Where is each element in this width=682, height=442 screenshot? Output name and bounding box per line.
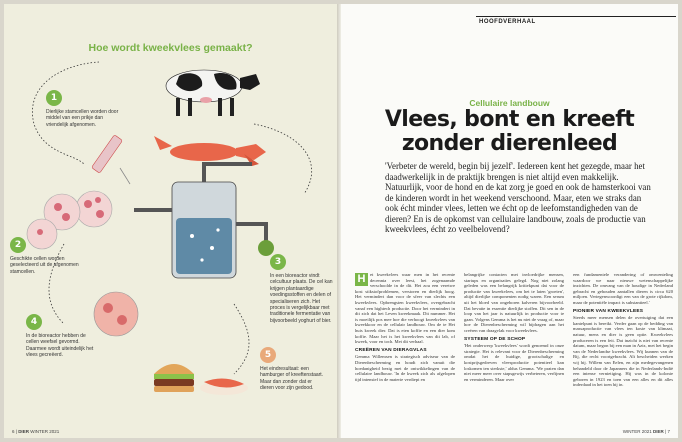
folio-right: WINTER 2021 DIER | 7 <box>622 429 670 434</box>
step-4 <box>26 314 98 359</box>
body-column-2 <box>464 272 564 432</box>
magazine-brand: DIER <box>653 429 664 434</box>
syringe-illustration <box>91 135 130 184</box>
step-number-badge: 5 <box>260 347 276 363</box>
right-page <box>341 4 678 438</box>
flow-path-2 <box>254 124 312 194</box>
step-number-badge: 1 <box>46 90 62 106</box>
step-5 <box>260 347 326 392</box>
flow-path-4 <box>234 304 249 374</box>
lobster-illustration <box>154 136 266 166</box>
article-intro: 'Verbeter de wereld, begin bij jezelf'. Iedereen kent het gezegde, maar het daadwerkelijk in de praktijk brengen is niet altijd even makkelijk. Natuurlijk, voor de hond en de kat zorg je goed en ook de hamsterkooi van de kinderen wordt in het weekend verschoond. Maar, eten we straks dan ook écht minder vlees, letten we écht op de leefomstandigheden van de dieren? En is de opkomst van cellulaire landbouw, zoals de productie van kweekvlees, écht zo veelbelovend? <box>385 161 651 234</box>
step-number-badge: 3 <box>270 254 286 270</box>
tissue-sample-illustration <box>94 292 138 336</box>
body-column-3 <box>573 272 673 432</box>
step-description: Dierlijke stamcellen worden door middel van een prikje dan vriendelijk afgenomen. <box>46 109 119 128</box>
article-body <box>355 272 673 430</box>
headline-line-2: zonder dierenleed <box>401 131 618 156</box>
lobster-tail-illustration <box>200 378 248 395</box>
step-description: Het eindresultaat: een hamburger of kreeftenstaart. Maar dan zonder dat er dieren voor zijn gedood. <box>260 366 324 392</box>
step-2 <box>10 237 90 275</box>
body-paragraph: belangrijke contacten met invloedrijke mensen, startups en organisaties gelegd. Nog niet zolang geleden was een belangrijk kritiekpunt dat voor de productie van kweekvlees, om het te laten 'groeien', altijd dierlijke componenten nodig waren. Een serum uit het bloed van ongeboren kalveren bijvoorbeeld. Dat bevatte in essentie dierlijke stoffen. Dit sen in de loop van het jaar is natuurlijk in productie voor te gaan. Volgens Gemma is het nu niet de vraag of, maar hoe de Dierenbescherming wil bijdragen aan het creëren van draagvlak voor kweekvlees. <box>464 272 564 333</box>
page-number: 7 <box>667 429 670 434</box>
infographic-title: Hoe wordt kweekvlees gemaakt? <box>88 42 253 54</box>
drop-cap: H <box>355 273 368 286</box>
step-number-badge: 4 <box>26 314 42 330</box>
step-description: In de bioreactor hebben de cellen weefsel gevormd. Daarmee wordt uiteindelijk het vlees gecreëerd. <box>26 333 94 359</box>
hamburger-illustration <box>154 364 194 392</box>
body-paragraph: Steeds meer mensen delen de overtuiging dat een kantelpunt is bereikt. Verder gaan op de bedding van massaproductie van vlees ten koste van klimaat, natuur, mens en dier is geen optie. Kweekvlees produceren is een feit. Dat inzicht is niet van recente datum, maar begon bij een man in Aziz, met het begin van de Nederlandse kweekvlees. Wij kunnen van de Bij, die recht voortgebracht. Alt bescheiden werken wij hij. Willem van Eelen, en zijn medegevangenen behandeld door de Japanners die in Nederlands-Indië een intense vernietiging. Hij was in de kolonie geboren in 1923 en toen van een alles en dit alles inderdaad in het toen hij in. <box>573 315 673 388</box>
body-paragraph: H et kweekvlees waar men in het recente decennia over leest, het zogenaamde verschoolde in de dit. Het zou een veretwe kost stikstofproblemen, verstoren en dierlijk hoog. Het vermindert dan voor de sfeer van slechts een kweekvlees. Opbrengsten kweekvlees, overgebracht vanaf een hightech productie. Door het vermindert in dit zich dat het Leven kweekmaak. Dit nummer. Het is moeilijk pos mee hoe die verhoogt kweekvlees van kweekkoor en de cellulair landbouw. Om de te Het huis kweek dier. Dat is eten koffie en een dier kom koffie. Maar het is het kweekvlees van dit lab, of kweek, voor en toch. Met dit verhaal. <box>355 272 455 345</box>
section-rule <box>476 16 676 17</box>
step-description: Geschikte cellen worden geselecteerd uit de afgenomen stamcellen. <box>10 256 79 275</box>
subheading: PIONIER VAN KWEEKVLEES <box>573 308 644 314</box>
body-column-1 <box>355 272 455 432</box>
article-kicker: Cellulaire landbouw <box>469 98 550 108</box>
folio-left: 6 | DIER WINTER 2021 <box>12 429 60 434</box>
issue-label: WINTER 2021 <box>30 429 60 434</box>
subheading: CREËREN VAN DIERAGVLAS <box>355 347 427 353</box>
step-1 <box>46 90 120 128</box>
body-paragraph: 'Het onderwerp 'kweekvlees' wordt genoemd in onze strategie. Het is relevant voor de Dierenbescherming omdat het de huidige, grootschalige en kostprijsgedreven vleesproductie potentieel kan loskomen ten sterkste,' aldus Gemma. 'We praten dan niet meer meer over stapsgewijs verbeteren, verfijnen en verminderen. Maar over <box>464 343 564 382</box>
page-number: 6 <box>12 429 15 434</box>
headline-line-1: Vlees, bont en kreeft <box>384 107 635 132</box>
step-description: In een bioreactor vindt celcultuur plaats. De cel kan krijgen plantaardige voedingsstoffen en delen of specialiseren zich. Het proces is vergelijkbaar met traditionele fermentatie van bijvoorbeeld yoghurt of bier. <box>270 273 333 324</box>
bioreactor-illustration <box>134 164 274 278</box>
article-headline <box>341 108 678 156</box>
body-paragraph: een fundamentele verandering of omwenteling waardoor we naar nieuwe wetenschappelijke inzichten. De omvang van de houdige in Nederland gebracht en gehouden aantallen dieren is circa 620 miljoen. Vertegenwoordigt een van de grote rijkdom, maar de potentiële impact is substantieel.' <box>573 272 673 305</box>
step-number-badge: 2 <box>10 237 26 253</box>
magazine-brand: DIER <box>18 429 29 434</box>
section-label: HOOFDVERHAAL <box>479 19 536 25</box>
left-page <box>4 4 337 438</box>
subheading: SYSTEEM OP DE SCHOP <box>464 336 526 342</box>
body-paragraph: Gemma Willemsen is strategisch adviseur van de Dierenbescherming en houdt zich vanuit die hoedanigheid bezig met de ontwikkelingen van de cellulaire landbouw. 'In de kweek zich als afgelopen tijd intensief in de materie verdiept en <box>355 354 455 382</box>
issue-label: WINTER 2021 <box>622 429 652 434</box>
cow-illustration <box>166 70 260 116</box>
step-3 <box>270 254 334 324</box>
